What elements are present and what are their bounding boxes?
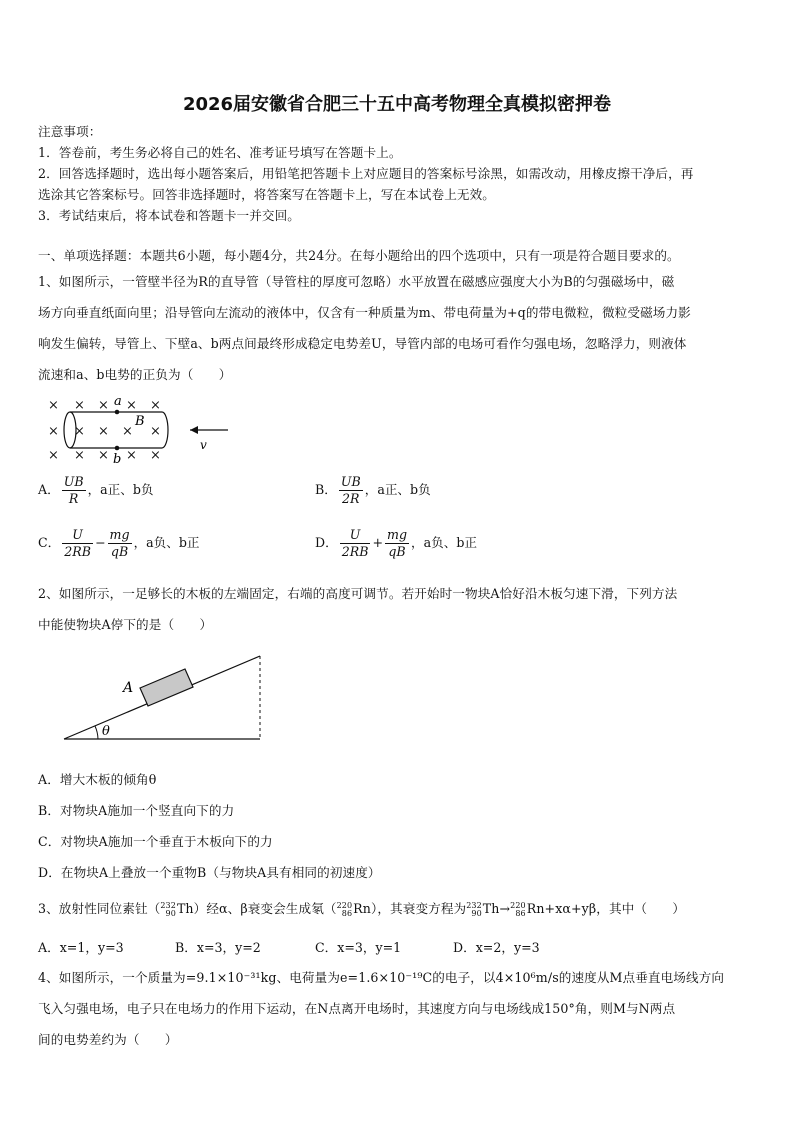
q1-line-3: 响发生偏转，导管上、下壁a、b两点间最终形成稳定电势差U，导管内部的电场可看作匀强电场，忽略浮力，则液体 — [38, 336, 687, 351]
q1-option-d: D． $\frac{U}{2RB}$ + $\frac{mg}{qB}$ ，a负、b正 — [315, 527, 477, 559]
q3-option-a: A．x=1，y=3 — [38, 940, 124, 955]
q2-line-2: 中能使物块A停下的是（ ） — [38, 617, 213, 632]
field-cross: × — [74, 448, 85, 463]
section-heading: 一、单项选择题：本题共6小题，每小题4分，共24分。在每小题给出的四个选项中，只有一项是符合题目要求的。 — [38, 248, 680, 263]
field-cross: × — [98, 398, 109, 413]
notice-item-2: 2．回答选择题时，选出每小题答案后，用铅笔把答题卡上对应题目的答案标号涂黑，如需改动，用橡皮擦干净后，再 — [38, 166, 694, 181]
field-cross: × — [48, 398, 59, 413]
notice-item-2-cont: 选涂其它答案标号。回答非选择题时，将答案写在答题卡上，写在本试卷上无效。 — [38, 187, 495, 202]
q4-line-3: 间的电势差约为（ ） — [38, 1032, 178, 1047]
field-cross: × — [74, 424, 85, 439]
block-a — [140, 669, 193, 706]
label-v: v — [200, 438, 207, 452]
field-cross: × — [48, 448, 59, 463]
arrow-head — [190, 426, 198, 434]
q4-line-2: 飞入匀强电场，电子只在电场力的作用下运动，在N点离开电场时，其速度方向与电场线成150°角，则M与N两点 — [38, 1001, 676, 1016]
field-cross: × — [150, 398, 161, 413]
field-cross: × — [98, 448, 109, 463]
q1-line-4: 流速和a、b电势的正负为（ ） — [38, 367, 232, 382]
q2-option-d: D．在物块A上叠放一个重物B（与物块A具有相同的初速度） — [38, 865, 381, 880]
notice-item-1: 1．答卷前，考生务必将自己的姓名、准考证号填写在答题卡上。 — [38, 145, 402, 160]
q3-option-b: B．x=3，y=2 — [175, 940, 261, 955]
label-b: b — [113, 452, 122, 465]
label-theta: θ — [102, 724, 110, 739]
field-cross: × — [126, 448, 137, 463]
q1-line-1: 1、如图所示，一管壁半径为R的直导管（导管柱的厚度可忽略）水平放置在磁感应强度大小为B的匀强磁场中，磁 — [38, 274, 675, 289]
label-A: A — [123, 680, 134, 696]
field-cross: × — [98, 424, 109, 439]
field-cross: × — [150, 424, 161, 439]
field-cross: × — [122, 424, 133, 439]
q3-stem: 3、放射性同位素钍（ 232 90 Th）经α、β衰变会生成氡（ 220 86 Rn），其衰变方程为 232 90 Th→ 220 86 Rn+xα+yβ，其中（ ） — [38, 900, 686, 918]
q2-line-1: 2、如图所示，一足够长的木板的左端固定，右端的高度可调节。若开始时一物块A恰好沿木板匀速下滑，下列方法 — [38, 586, 678, 601]
angle-arc — [95, 726, 98, 739]
page-title: 2026届安徽省合肥三十五中高考物理全真模拟密押卷 — [182, 94, 612, 115]
q1-line-2: 场方向垂直纸面向里；沿导管向左流动的液体中，仅含有一种质量为m、带电荷量为+q的带电微粒，微粒受磁场力影 — [38, 305, 691, 320]
field-cross: × — [48, 424, 59, 439]
label-a: a — [114, 394, 122, 409]
q2-option-c: C．对物块A施加一个垂直于木板向下的力 — [38, 834, 273, 849]
field-cross: × — [126, 398, 137, 413]
q2-incline-figure — [60, 652, 270, 744]
point-b — [115, 446, 120, 451]
point-a — [115, 410, 120, 415]
q4-line-1: 4、如图所示，一个质量为=9.1×10⁻³¹kg、电荷量为e=1.6×10⁻¹⁹C的电子，以4×10⁶m/s的速度从M点垂直电场线方向 — [38, 970, 725, 985]
notice-heading: 注意事项： — [38, 124, 102, 139]
q2-option-a: A．增大木板的倾角θ — [38, 772, 157, 787]
field-cross: × — [74, 398, 85, 413]
q3-option-d: D．x=2，y=3 — [453, 940, 540, 955]
notice-item-3: 3．考试结束后，将本试卷和答题卡一并交回。 — [38, 208, 300, 223]
q1-option-a: A． $\frac{UB}{R}$ ，a正、b负 — [38, 474, 154, 506]
q1-option-b: B． $\frac{UB}{2R}$ ，a正、b负 — [315, 474, 431, 506]
q2-option-b: B．对物块A施加一个竖直向下的力 — [38, 803, 235, 818]
label-B: B — [135, 414, 145, 429]
q1-option-c: C． $\frac{U}{2RB}$ − $\frac{mg}{qB}$ ，a负、b正 — [38, 527, 200, 559]
q1-pipe-figure — [40, 393, 240, 465]
field-cross: × — [150, 448, 161, 463]
q3-option-c: C．x=3，y=1 — [315, 940, 402, 955]
